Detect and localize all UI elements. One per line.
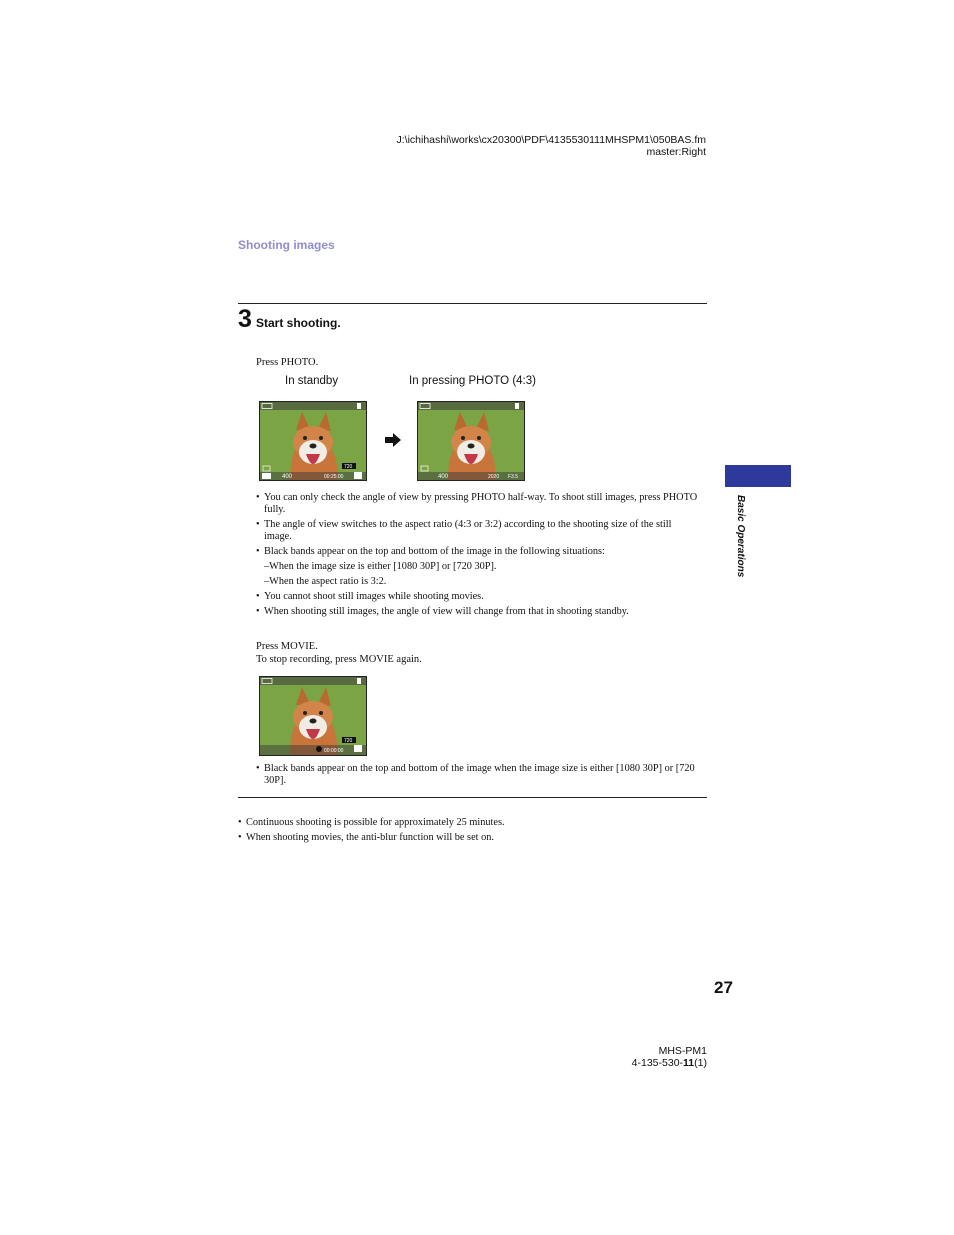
code-bold: 11 [683, 1057, 695, 1069]
standby-time: 00:25:00 [324, 474, 344, 480]
page-number: 27 [714, 978, 733, 997]
side-label: Basic Operations [735, 495, 746, 578]
photo-bullets [256, 492, 701, 621]
side-tab [725, 465, 791, 487]
pressing-count: 400 [438, 474, 449, 480]
code-prefix: 4-135-530- [631, 1057, 684, 1069]
list-item: • Black bands appear on the top and bottom of the image when the image size is either [1080 30P] or [720 30P]. [256, 763, 701, 787]
standby-screen [259, 401, 367, 481]
list-item: • You cannot shoot still images while shooting movies. [256, 591, 701, 603]
notes [238, 817, 708, 847]
list-item: • You can only check the angle of view by pressing PHOTO half-way. To shoot still images, press PHOTO fully. [256, 492, 701, 516]
movie-size: 720 [344, 738, 353, 744]
list-item: • When shooting still images, the angle of view will change from that in shooting standby. [256, 606, 701, 618]
card-icon [357, 403, 361, 409]
photo-instruction: Press PHOTO. [256, 357, 319, 368]
list-item: • The angle of view switches to the aspect ratio (4:3 or 3:2) according to the shooting size of the still image. [256, 519, 701, 543]
code-suffix: (1) [694, 1057, 707, 1069]
standby-count: 400 [282, 474, 293, 480]
step-title: Start shooting. [256, 316, 341, 330]
list-item: –When the image size is either [1080 30P] or [720 30P]. [264, 561, 497, 572]
label-pressing: In pressing PHOTO (4:3) [409, 375, 536, 387]
file-path: J:\ichihashi\works\cx20300\PDF\4135530111MHSPM1\050BAS.fm [396, 134, 706, 146]
list-item: • Black bands appear on the top and bottom of the image in the following situations: [256, 546, 701, 558]
movie-time: 00:00:00 [324, 748, 344, 754]
movie-instruction: Press MOVIE. [256, 641, 318, 652]
list-item: • When shooting movies, the anti-blur function will be set on. [238, 832, 708, 844]
bottom-rule [238, 797, 707, 798]
section-title: Shooting images [238, 238, 335, 252]
top-rule [238, 303, 707, 304]
movie-instruction-2: To stop recording, press MOVIE again. [256, 654, 422, 665]
label-standby: In standby [285, 375, 339, 387]
standby-size: 720 [344, 464, 353, 470]
pressing-aperture: F3.5 [508, 474, 519, 480]
master-label: master:Right [646, 146, 706, 158]
arrow-right-icon [385, 433, 401, 447]
pressing-screen [417, 401, 525, 481]
list-item: • Continuous shooting is possible for approximately 25 minutes. [238, 817, 708, 829]
model-name: MHS-PM1 [658, 1045, 707, 1057]
model-code [632, 1057, 707, 1070]
movie-screen [259, 676, 367, 756]
step-number: 3 [238, 305, 252, 333]
movie-bullets [256, 763, 701, 790]
list-item: –When the aspect ratio is 3:2. [264, 576, 387, 587]
pressing-size: 2020 [488, 474, 500, 480]
record-icon [316, 746, 322, 752]
